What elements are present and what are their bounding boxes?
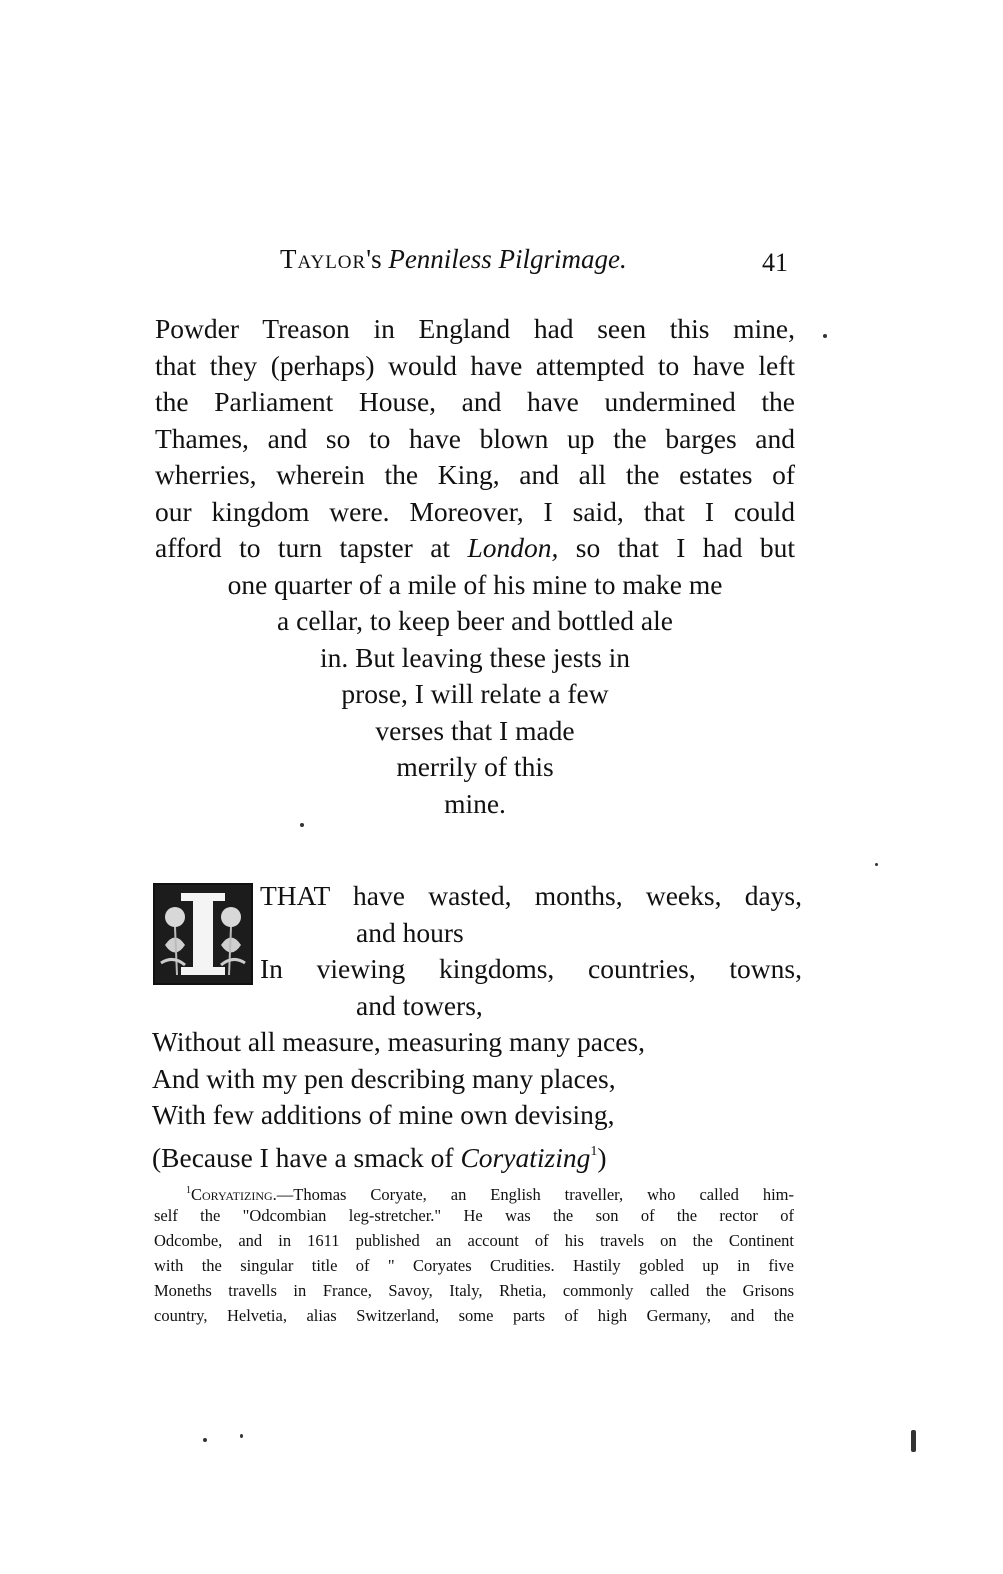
verse-line: And with my pen describing many places, — [152, 1062, 616, 1094]
prose-line — [155, 530, 795, 567]
prose-taper-line: merrily of this — [396, 751, 554, 782]
prose-text: so that I had but — [558, 532, 795, 563]
verse-line — [152, 1134, 802, 1171]
prose-line: wherries, wherein the King, and all the estates of — [155, 459, 795, 490]
verse-line: Without all measure, measuring many paces, — [152, 1026, 645, 1057]
verse-line: and hours — [356, 916, 464, 948]
print-speck — [240, 1434, 243, 1438]
prose-italic-place: London, — [467, 532, 559, 563]
verse-text: (Because I have a smack of — [152, 1141, 461, 1173]
print-speck — [300, 823, 304, 827]
footnote-term: Coryatizing. — [191, 1185, 277, 1204]
verse-line: and towers, — [356, 989, 483, 1021]
running-title — [280, 244, 627, 275]
prose-taper-line: a cellar, to keep beer and bottled ale — [277, 605, 673, 636]
footnote-line — [154, 1178, 794, 1203]
verse-line: In viewing kingdoms, countries, towns, — [260, 953, 802, 984]
prose-taper-line: verses that I made — [375, 714, 575, 746]
page-number: 41 — [762, 248, 788, 277]
footnote-reference: 1 — [590, 1143, 598, 1159]
prose-line: Thames, and so to have blown up the barges and — [155, 422, 795, 454]
running-header — [280, 244, 800, 284]
footnote-marker: 1 — [186, 1185, 191, 1196]
print-speck — [203, 1438, 207, 1442]
prose-taper-line: prose, I will relate a few — [341, 678, 609, 709]
verse-line: THAT have wasted, months, weeks, days, — [260, 880, 802, 911]
footnote — [154, 1178, 794, 1328]
verse-italic-word: Coryatizing — [460, 1141, 591, 1173]
prose-line: that they (perhaps) would have attempted to have left — [155, 349, 795, 381]
footnote-line: country, Helvetia, alias Switzerland, some parts of high Germany, and the — [154, 1306, 794, 1325]
header-book-title: Penniless Pilgrimage. — [388, 244, 627, 274]
prose-taper-line: one quarter of a mile of his mine to make me — [227, 568, 723, 600]
verse-line: With few additions of mine own devising, — [152, 1099, 615, 1130]
prose-line: Powder Treason in England had seen this mine, — [155, 313, 795, 344]
footnote-line: Odcombe, and in 1611 published an account of his travels on the Continent — [154, 1231, 794, 1250]
verse-block — [152, 878, 802, 1173]
print-speck — [911, 1430, 916, 1452]
footnote-text: —Thomas Coryate, an English traveller, who called him- — [276, 1185, 794, 1204]
footnote-line: with the singular title of " Coryates Crudities. Hastily gobled up in five — [154, 1256, 794, 1275]
print-speck — [875, 863, 878, 866]
prose-line: our kingdom were. Moreover, I said, that I could — [155, 495, 795, 527]
print-speck — [823, 334, 827, 338]
footnote-line: Moneths travells in France, Savoy, Italy, Rhetia, commonly called the Grisons — [154, 1281, 794, 1300]
verse-text: ) — [597, 1141, 607, 1173]
prose-line: the Parliament House, and have undermined the — [155, 386, 795, 417]
prose-paragraph — [155, 311, 795, 822]
header-author: Taylor — [280, 244, 367, 274]
header-author-suffix: 's — [366, 244, 389, 274]
prose-taper-line: mine. — [444, 787, 506, 819]
prose-taper-line: in. But leaving these jests in — [319, 641, 631, 673]
prose-text: afford to turn tapster at — [155, 532, 468, 563]
footnote-line: self the "Odcombian leg-stretcher." He was the son of the rector of — [154, 1206, 794, 1225]
